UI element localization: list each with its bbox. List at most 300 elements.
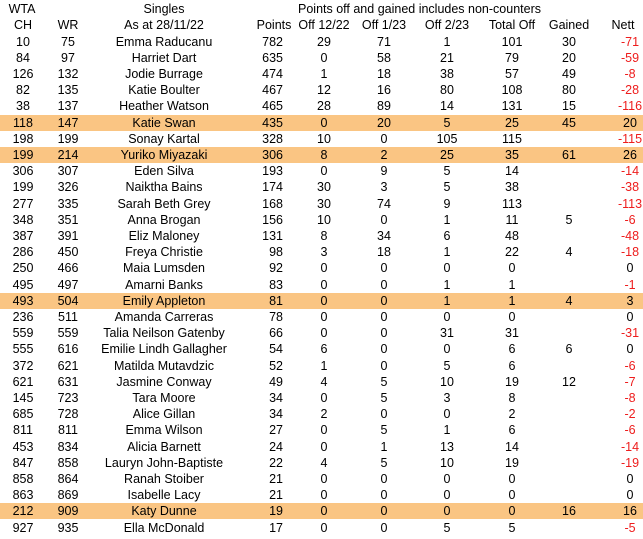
cell-off-12-22: 30: [317, 196, 331, 211]
cell-off-2-23: 0: [443, 471, 451, 486]
cell-total-off: 101: [501, 34, 523, 49]
cell-off-1-23: 1: [380, 439, 388, 454]
cell-wta-ch: 199: [12, 180, 34, 195]
cell-total-off: 0: [508, 504, 516, 519]
cell-wr: 75: [61, 34, 75, 49]
table-row: [0, 66, 643, 82]
cell-total-off: 48: [505, 228, 519, 243]
table-row: [0, 455, 643, 471]
cell-off-1-23: 0: [380, 309, 388, 324]
cell-wr: 616: [57, 342, 79, 357]
cell-nett: -6: [624, 423, 636, 438]
cell-total-off: 35: [505, 147, 519, 162]
cell-wr: 497: [57, 277, 79, 292]
cell-off-2-23: 1: [443, 293, 451, 308]
cell-off-12-22: 1: [320, 358, 328, 373]
cell-points: 168: [262, 196, 283, 211]
table-row: [0, 471, 643, 487]
cell-wr: 811: [58, 423, 78, 438]
cell-off-2-23: 10: [440, 374, 454, 389]
cell-total-off: 22: [505, 245, 519, 260]
cell-player-name: Emily Appleton: [122, 293, 206, 308]
cell-wta-ch: 306: [12, 164, 34, 179]
cell-wr: 326: [57, 180, 79, 195]
cell-wr: 335: [57, 196, 79, 211]
table-row: [0, 131, 643, 147]
cell-wta-ch: 495: [12, 277, 34, 292]
table-row: [0, 309, 643, 325]
cell-total-off: 108: [501, 83, 523, 98]
cell-off-1-23: 89: [377, 99, 391, 114]
cell-off-1-23: 0: [380, 261, 388, 276]
cell-off-2-23: 5: [443, 520, 451, 535]
cell-points: 193: [262, 164, 283, 179]
cell-nett: -5: [624, 520, 636, 535]
table-row: [0, 277, 643, 293]
cell-off-2-23: 5: [443, 164, 451, 179]
cell-nett: -59: [620, 50, 640, 65]
cell-nett: 0: [626, 488, 634, 503]
cell-off-12-22: 0: [320, 164, 328, 179]
cell-points: 17: [269, 520, 283, 535]
cell-points: 98: [269, 245, 283, 260]
cell-off-1-23: 0: [380, 520, 388, 535]
cell-player-name: Sarah Beth Grey: [117, 196, 211, 211]
cell-off-2-23: 0: [443, 407, 451, 422]
cell-wta-ch: 493: [12, 293, 34, 308]
cell-nett: -6: [624, 212, 636, 227]
cell-player-name: Emma Wilson: [125, 423, 203, 438]
header-wta: WTA: [8, 2, 36, 16]
table-row: [0, 260, 643, 276]
cell-total-off: 2: [508, 407, 516, 422]
cell-points: 22: [269, 455, 283, 470]
cell-wr: 135: [57, 83, 79, 98]
cell-wr: 511: [58, 309, 78, 324]
cell-points: 467: [262, 83, 283, 98]
cell-total-off: 1: [508, 293, 516, 308]
cell-wta-ch: 199: [12, 147, 34, 162]
cell-off-2-23: 1: [443, 245, 451, 260]
cell-off-2-23: 14: [440, 99, 454, 114]
header-row-1: [0, 1, 643, 17]
cell-off-1-23: 5: [380, 390, 388, 405]
cell-off-12-22: 0: [320, 471, 328, 486]
cell-off-12-22: 29: [317, 34, 331, 49]
cell-off-1-23: 0: [380, 342, 388, 357]
cell-off-2-23: 1: [443, 423, 451, 438]
cell-nett: 26: [623, 147, 637, 162]
cell-total-off: 38: [505, 180, 519, 195]
table-row: [0, 406, 643, 422]
cell-off-12-22: 0: [320, 293, 328, 308]
cell-gained: 4: [565, 245, 573, 260]
cell-nett: -113: [617, 196, 643, 211]
cell-nett: -8: [624, 390, 636, 405]
cell-wta-ch: 621: [12, 374, 34, 389]
cell-off-12-22: 0: [320, 488, 328, 503]
cell-total-off: 0: [508, 309, 516, 324]
header-off-12-22: Off 12/22: [298, 18, 350, 32]
cell-nett: 3: [626, 293, 634, 308]
cell-nett: -2: [624, 407, 636, 422]
header-off-1-23: Off 1/23: [361, 18, 407, 32]
cell-wr: 214: [57, 147, 79, 162]
cell-off-2-23: 5: [443, 358, 451, 373]
cell-points: 21: [269, 488, 283, 503]
cell-wr: 559: [57, 326, 79, 341]
cell-points: 49: [269, 374, 283, 389]
cell-off-2-23: 105: [436, 131, 458, 146]
cell-player-name: Matilda Mutavdzic: [113, 358, 215, 373]
cell-player-name: Eliz Maloney: [128, 228, 200, 243]
cell-wta-ch: 863: [12, 488, 34, 503]
cell-wta-ch: 38: [16, 99, 30, 114]
cell-player-name: Tara Moore: [132, 390, 196, 405]
cell-wta-ch: 198: [12, 131, 34, 146]
cell-total-off: 6: [508, 423, 516, 438]
cell-nett: -31: [620, 326, 640, 341]
cell-gained: 5: [565, 212, 573, 227]
cell-gained: 30: [562, 34, 576, 49]
cell-gained: 49: [562, 66, 576, 81]
cell-off-12-22: 0: [320, 520, 328, 535]
cell-off-1-23: 71: [377, 34, 391, 49]
cell-total-off: 0: [508, 261, 516, 276]
cell-wr: 631: [57, 374, 79, 389]
cell-total-off: 131: [501, 99, 523, 114]
cell-nett: -1: [624, 277, 636, 292]
cell-off-1-23: 0: [380, 277, 388, 292]
cell-off-12-22: 1: [320, 66, 328, 81]
cell-wta-ch: 927: [12, 520, 34, 535]
cell-off-12-22: 0: [320, 390, 328, 405]
cell-nett: 0: [626, 261, 634, 276]
cell-total-off: 57: [505, 66, 519, 81]
cell-off-12-22: 30: [317, 180, 331, 195]
cell-player-name: Naiktha Bains: [125, 180, 203, 195]
cell-off-1-23: 74: [377, 196, 391, 211]
cell-off-12-22: 0: [320, 326, 328, 341]
table-row: [0, 358, 643, 374]
cell-wta-ch: 212: [12, 504, 34, 519]
cell-total-off: 113: [502, 196, 522, 211]
cell-wta-ch: 286: [12, 245, 34, 260]
cell-wr: 909: [57, 504, 79, 519]
cell-nett: -71: [620, 34, 640, 49]
cell-off-12-22: 0: [320, 423, 328, 438]
cell-player-name: Emilie Lindh Gallagher: [101, 342, 227, 357]
cell-player-name: Katie Swan: [132, 115, 196, 130]
cell-total-off: 79: [505, 50, 519, 65]
cell-wta-ch: 559: [12, 326, 34, 341]
header-points: Points: [256, 18, 292, 32]
cell-wta-ch: 348: [12, 212, 34, 227]
cell-total-off: 115: [502, 131, 522, 146]
cell-off-12-22: 0: [320, 277, 328, 292]
cell-wta-ch: 858: [12, 471, 34, 486]
cell-points: 435: [262, 115, 283, 130]
cell-points: 19: [269, 504, 283, 519]
cell-points: 174: [262, 180, 283, 195]
cell-player-name: Anna Brogan: [127, 212, 201, 227]
cell-player-name: Amarni Banks: [125, 277, 203, 292]
cell-points: 782: [262, 34, 283, 49]
cell-nett: 0: [626, 471, 634, 486]
cell-wta-ch: 84: [16, 50, 30, 65]
header-as-at: As at 28/11/22: [124, 18, 204, 32]
cell-total-off: 11: [505, 212, 519, 227]
cell-player-name: Yuriko Miyazaki: [120, 147, 208, 162]
table-row: [0, 390, 643, 406]
cell-off-12-22: 2: [320, 407, 328, 422]
cell-off-2-23: 5: [443, 180, 451, 195]
cell-off-1-23: 20: [377, 115, 391, 130]
cell-total-off: 1: [508, 277, 516, 292]
cell-off-1-23: 5: [380, 455, 388, 470]
cell-off-1-23: 2: [380, 147, 388, 162]
cell-off-1-23: 18: [377, 66, 391, 81]
cell-off-1-23: 3: [380, 180, 388, 195]
cell-off-12-22: 3: [320, 245, 328, 260]
table-row: [0, 147, 643, 163]
cell-wta-ch: 126: [12, 66, 34, 81]
cell-off-1-23: 0: [380, 326, 388, 341]
cell-points: 306: [262, 147, 283, 162]
cell-off-12-22: 10: [317, 131, 331, 146]
cell-nett: -38: [620, 180, 640, 195]
cell-player-name: Harriet Dart: [131, 50, 197, 65]
cell-off-1-23: 58: [377, 50, 391, 65]
cell-off-2-23: 10: [440, 455, 454, 470]
table-row: [0, 487, 643, 503]
cell-off-1-23: 0: [380, 358, 388, 373]
cell-player-name: Heather Watson: [119, 99, 209, 114]
header-gained: Gained: [548, 18, 590, 32]
table-row: [0, 228, 643, 244]
cell-off-12-22: 0: [320, 261, 328, 276]
table-row: [0, 293, 643, 309]
cell-points: 131: [262, 228, 283, 243]
cell-off-12-22: 0: [320, 439, 328, 454]
cell-nett: -19: [620, 455, 640, 470]
cell-total-off: 8: [508, 390, 516, 405]
cell-wr: 466: [57, 261, 79, 276]
cell-off-1-23: 5: [380, 374, 388, 389]
cell-nett: 20: [623, 115, 637, 130]
cell-wta-ch: 118: [13, 115, 33, 130]
cell-off-1-23: 16: [377, 83, 391, 98]
cell-off-12-22: 10: [317, 212, 331, 227]
cell-off-1-23: 5: [380, 423, 388, 438]
cell-player-name: Maia Lumsden: [123, 261, 205, 276]
cell-off-12-22: 28: [317, 99, 331, 114]
cell-nett: -14: [620, 164, 640, 179]
table-row: [0, 196, 643, 212]
cell-off-2-23: 13: [440, 439, 454, 454]
cell-off-1-23: 0: [380, 293, 388, 308]
table-row: [0, 341, 643, 357]
cell-player-name: Freya Christie: [125, 245, 203, 260]
cell-wr: 728: [57, 407, 79, 422]
cell-wta-ch: 145: [12, 390, 34, 405]
cell-nett: -28: [620, 83, 640, 98]
cell-off-2-23: 3: [443, 390, 451, 405]
cell-gained: 61: [562, 147, 576, 162]
cell-total-off: 6: [508, 358, 516, 373]
cell-points: 34: [269, 390, 283, 405]
cell-off-12-22: 4: [320, 455, 328, 470]
cell-player-name: Emma Raducanu: [115, 34, 213, 49]
cell-wta-ch: 10: [16, 34, 30, 49]
cell-nett: 0: [626, 309, 634, 324]
cell-off-1-23: 0: [380, 212, 388, 227]
cell-wr: 935: [57, 520, 79, 535]
table-row: [0, 179, 643, 195]
table-row: [0, 98, 643, 114]
cell-wr: 504: [57, 293, 79, 308]
cell-off-2-23: 0: [443, 261, 451, 276]
cell-total-off: 0: [508, 488, 516, 503]
cell-points: 24: [269, 439, 283, 454]
cell-player-name: Katie Boulter: [128, 83, 200, 98]
cell-wr: 199: [57, 131, 79, 146]
cell-wta-ch: 387: [12, 228, 34, 243]
cell-off-2-23: 1: [443, 212, 451, 227]
cell-off-12-22: 6: [320, 342, 328, 357]
table-row: [0, 50, 643, 66]
cell-wta-ch: 811: [13, 423, 33, 438]
cell-total-off: 0: [508, 471, 516, 486]
cell-points: 66: [269, 326, 283, 341]
cell-off-12-22: 0: [320, 309, 328, 324]
cell-total-off: 5: [508, 520, 516, 535]
cell-total-off: 25: [505, 115, 519, 130]
cell-player-name: Ella McDonald: [123, 520, 205, 535]
cell-off-12-22: 4: [320, 374, 328, 389]
table-row: [0, 520, 643, 536]
cell-off-1-23: 0: [380, 131, 388, 146]
cell-wta-ch: 372: [12, 358, 34, 373]
cell-off-1-23: 0: [380, 504, 388, 519]
cell-nett: -116: [617, 99, 643, 114]
cell-wta-ch: 236: [12, 309, 34, 324]
cell-off-2-23: 5: [443, 115, 451, 130]
cell-player-name: Eden Silva: [134, 164, 194, 179]
cell-player-name: Isabelle Lacy: [127, 488, 201, 503]
cell-wr: 351: [57, 212, 79, 227]
header-wr: WR: [57, 18, 79, 32]
cell-off-2-23: 1: [443, 34, 451, 49]
cell-wta-ch: 250: [12, 261, 34, 276]
cell-gained: 12: [562, 374, 576, 389]
cell-total-off: 14: [505, 164, 519, 179]
cell-wr: 834: [57, 439, 79, 454]
cell-wta-ch: 453: [12, 439, 34, 454]
cell-off-2-23: 21: [440, 50, 454, 65]
header-ch: CH: [13, 18, 33, 32]
table-row: [0, 374, 643, 390]
cell-wta-ch: 555: [12, 342, 34, 357]
cell-off-2-23: 0: [443, 309, 451, 324]
cell-off-12-22: 0: [320, 50, 328, 65]
cell-points: 81: [269, 293, 283, 308]
cell-off-2-23: 1: [443, 277, 451, 292]
cell-player-name: Jodie Burrage: [125, 66, 203, 81]
cell-points: 34: [269, 407, 283, 422]
cell-wr: 391: [57, 228, 79, 243]
cell-total-off: 6: [508, 342, 516, 357]
cell-points: 328: [262, 131, 283, 146]
table-row: [0, 422, 643, 438]
cell-points: 83: [269, 277, 283, 292]
cell-wr: 137: [57, 99, 79, 114]
cell-gained: 20: [562, 50, 576, 65]
cell-off-2-23: 38: [440, 66, 454, 81]
cell-wta-ch: 685: [12, 407, 34, 422]
header-nett: Nett: [611, 18, 635, 32]
cell-off-1-23: 0: [380, 407, 388, 422]
table-row: [0, 82, 643, 98]
cell-points: 465: [262, 99, 283, 114]
cell-wr: 132: [57, 66, 79, 81]
cell-total-off: 19: [505, 455, 519, 470]
cell-off-2-23: 6: [443, 228, 451, 243]
cell-off-1-23: 0: [380, 488, 388, 503]
table-row: [0, 163, 643, 179]
cell-off-2-23: 0: [443, 504, 451, 519]
cell-player-name: Ranah Stoiber: [124, 471, 204, 486]
cell-wr: 864: [57, 471, 79, 486]
cell-points: 54: [269, 342, 283, 357]
cell-nett: -7: [624, 374, 636, 389]
cell-wta-ch: 82: [16, 83, 30, 98]
cell-gained: 16: [562, 504, 576, 519]
cell-off-1-23: 34: [377, 228, 391, 243]
cell-nett: -18: [620, 245, 640, 260]
cell-wr: 97: [61, 50, 75, 65]
cell-wr: 147: [57, 115, 79, 130]
cell-off-12-22: 8: [320, 147, 328, 162]
cell-off-12-22: 0: [320, 504, 328, 519]
cell-wr: 723: [57, 390, 79, 405]
cell-player-name: Jasmine Conway: [116, 374, 212, 389]
cell-off-2-23: 25: [440, 147, 454, 162]
cell-total-off: 19: [505, 374, 519, 389]
cell-nett: -48: [620, 228, 640, 243]
cell-player-name: Sonay Kartal: [128, 131, 200, 146]
cell-player-name: Alice Gillan: [132, 407, 196, 422]
cell-player-name: Talia Neilson Gatenby: [103, 326, 225, 341]
cell-off-1-23: 18: [377, 245, 391, 260]
cell-gained: 6: [565, 342, 573, 357]
cell-off-12-22: 12: [317, 83, 331, 98]
header-row-2: [0, 17, 643, 33]
table-row: [0, 439, 643, 455]
cell-gained: 80: [562, 83, 576, 98]
cell-off-2-23: 0: [443, 488, 451, 503]
cell-nett: 16: [623, 504, 637, 519]
cell-gained: 45: [562, 115, 576, 130]
table-row: [0, 34, 643, 50]
cell-player-name: Katy Dunne: [131, 504, 197, 519]
cell-total-off: 31: [505, 326, 519, 341]
cell-nett: -115: [617, 131, 643, 146]
cell-wr: 621: [57, 358, 79, 373]
table-row: [0, 503, 643, 519]
cell-off-1-23: 0: [380, 471, 388, 486]
cell-gained: 15: [562, 99, 576, 114]
